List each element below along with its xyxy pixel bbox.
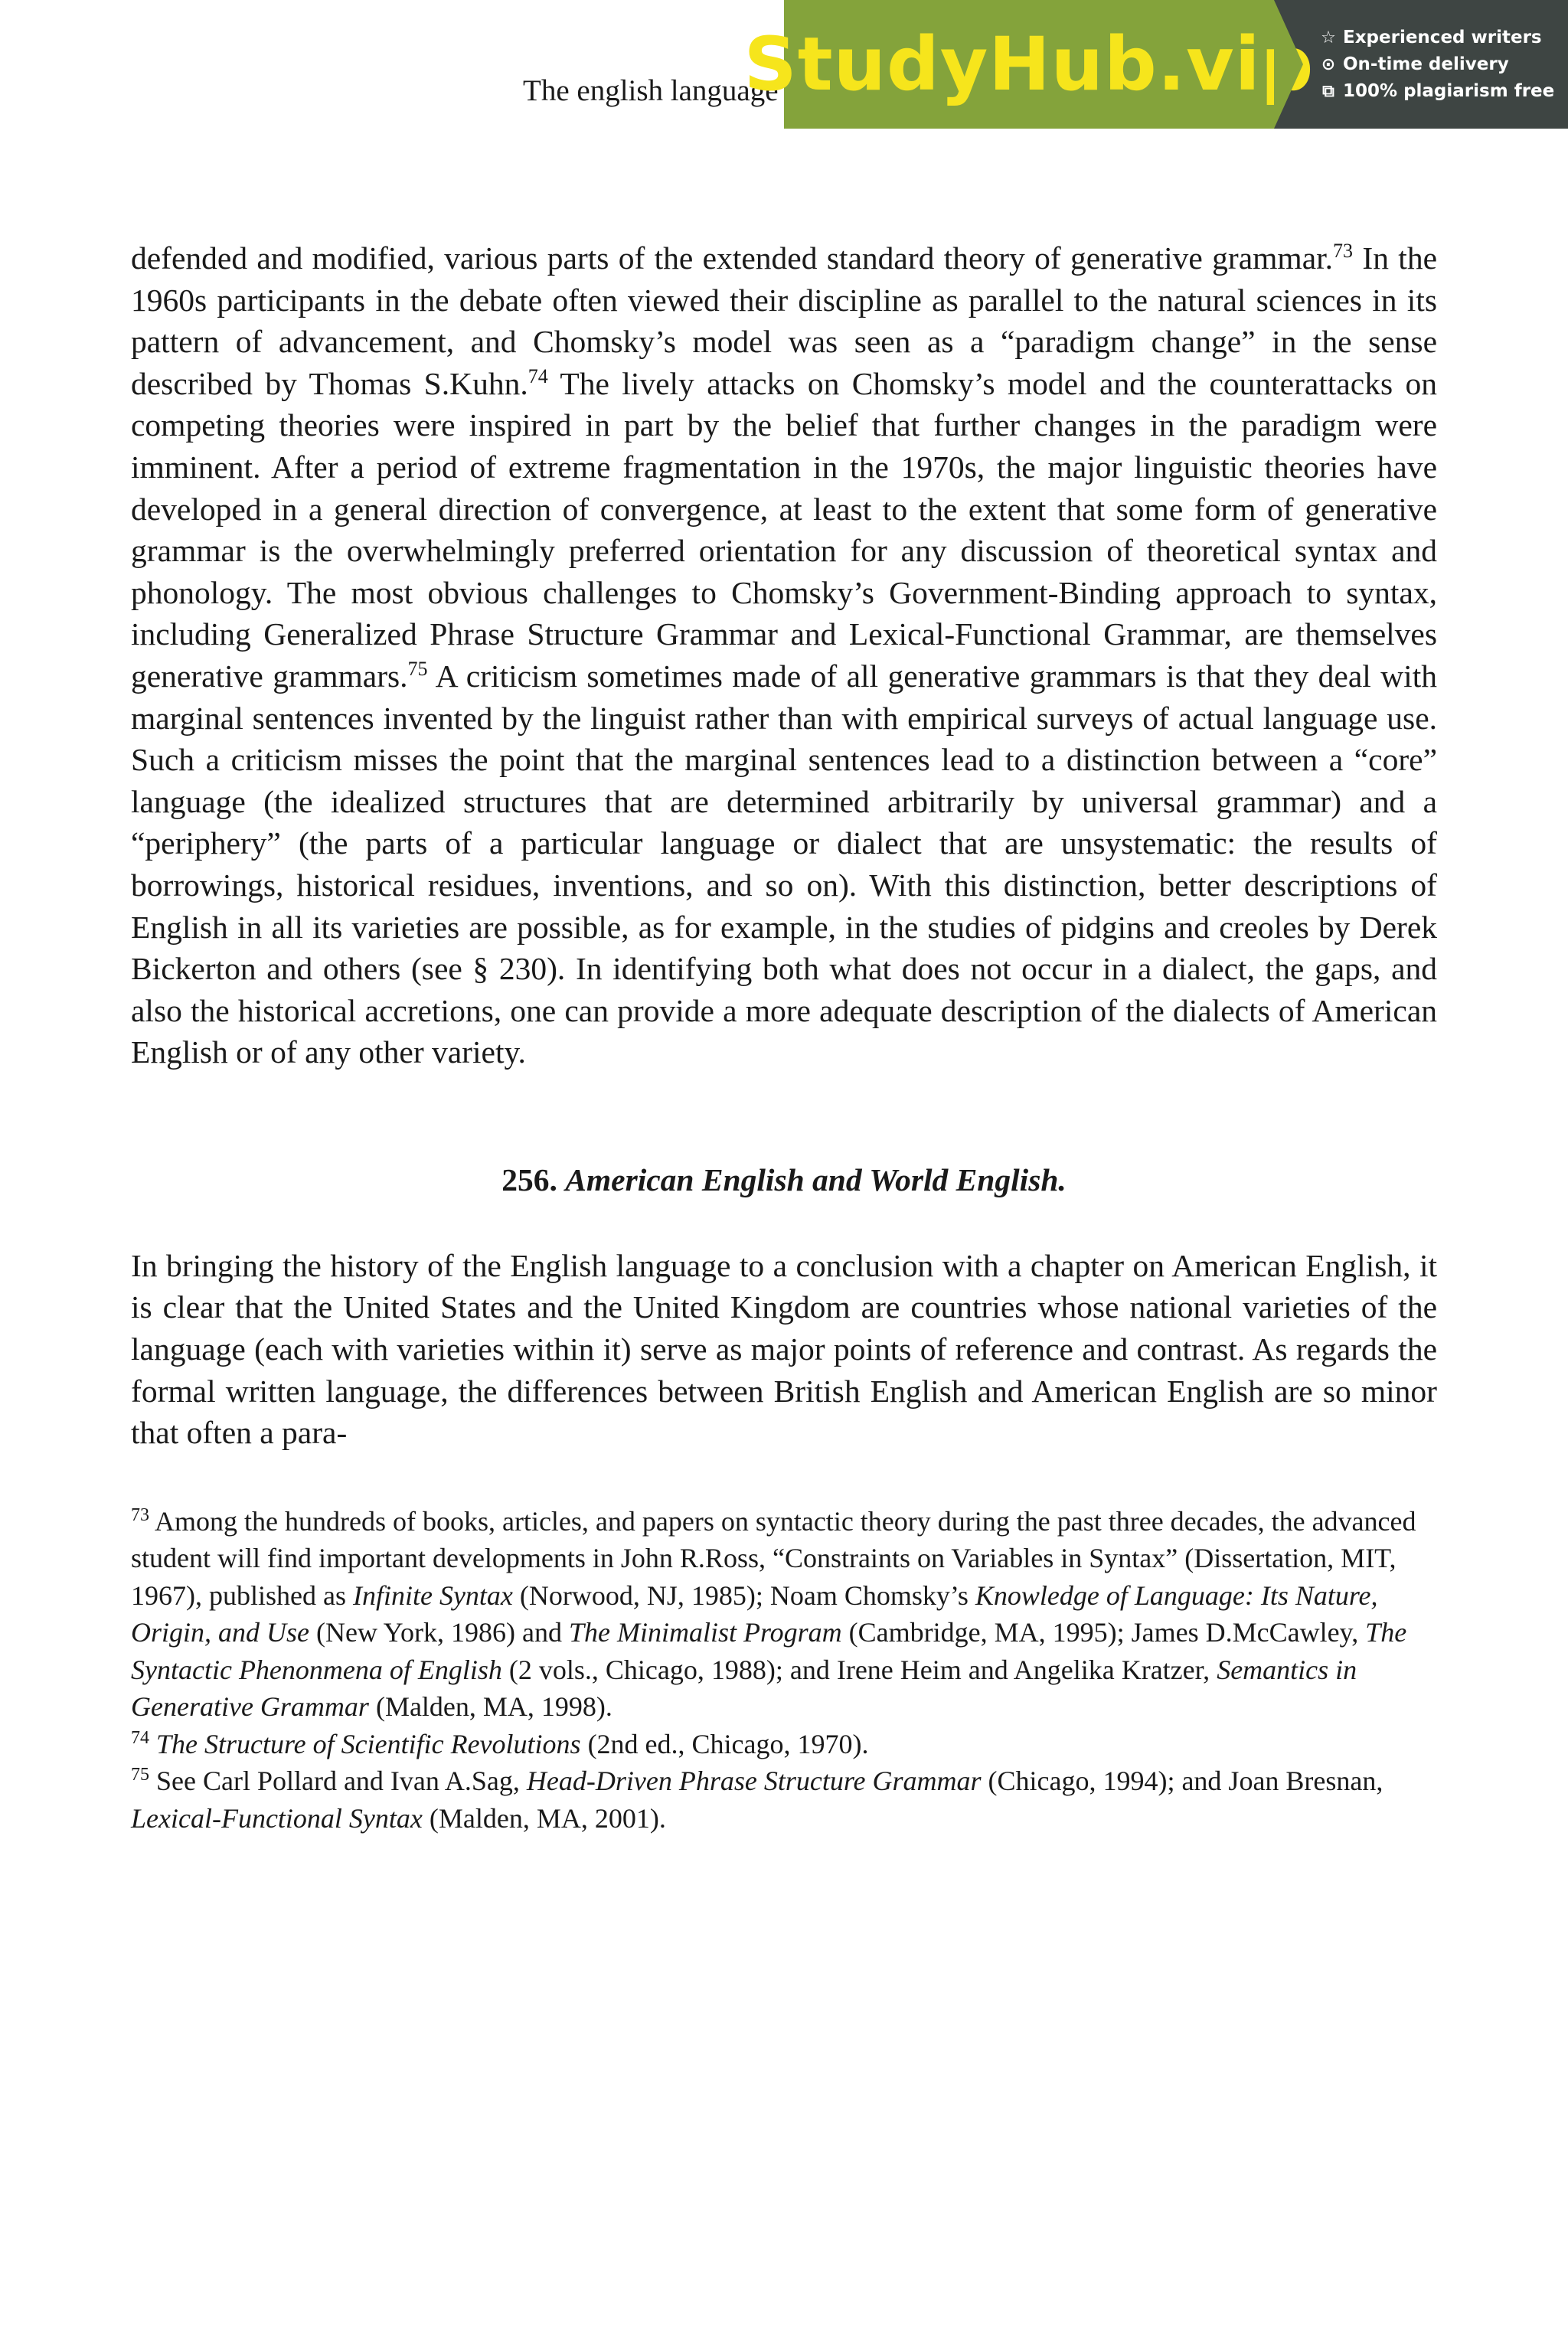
clock-icon: ⊙ [1321,54,1336,74]
footnote-text: Among the hundreds of books, articles, and papers on syntactic theory during the past three decades, the advanced student will find important developments in John R.Ross, “Constraints on Variables in Syntax” (Dissertation, MIT, 1967), published as [131,1505,1416,1611]
footnote-ref-74[interactable]: 74 [528,364,548,387]
paragraph-text: In the 1960s participants in the debate often viewed their discipline as parallel to the natural sciences in its pattern of advancement, and Chomsky’s model was seen as a “paradigm change” in the sense described by Thomas S.Kuhn. [131,240,1437,401]
body-paragraph-1 [131,237,1437,1073]
paragraph-text: The lively attacks on Chomsky’s model and the counterattacks on competing theories were inspired in part by the belief that further changes in the paradigm were imminent. After a period of extreme fragmentation in the 1970s, the major linguistic theories have developed in a general direction of convergence, at least to the extent that some form of generative grammar is the overwhelmingly preferred orientation for any discussion of theoretical syntax and phonology. The most obvious challenges to Chomsky’s Government-Binding approach to syntax, including Generalized Phrase Structure Grammar and Lexical-Functional Grammar, are themselves generative grammars. [131,365,1438,694]
feature-plagiarism-free [1320,81,1568,101]
section-title: American English and World English. [565,1161,1067,1197]
footnote-text: (Norwood, NJ, 1985); Noam Chomsky’s [512,1579,975,1611]
feature-label: Experienced writers [1343,28,1542,47]
feature-label: 100% plagiarism free [1343,81,1555,101]
book-title: The Structure of Scientific Revolutions [156,1728,581,1759]
book-title: Head-Driven Phrase Structure Grammar [526,1766,982,1797]
section-heading [131,1159,1437,1200]
running-header: The english language [523,74,779,107]
section-number: 256. [501,1161,557,1197]
feature-label: On-time delivery [1343,54,1509,74]
page-content [131,237,1437,1837]
footnote-text: (Chicago, 1994); and Joan Bresnan, [981,1766,1383,1797]
footnote-75 [131,1762,1437,1837]
book-title: The Syntactic Phenonmena of English [131,1617,1407,1685]
studyhub-logo-text: StudyHub.vip [743,21,1315,107]
copy-icon: ⧉ [1322,81,1334,101]
footnote-ref-75[interactable]: 75 [407,658,428,681]
banner-features [1274,0,1568,129]
footnote-text: (2 vols., Chicago, 1988); and Irene Heim and Angelika Kratzer, [501,1654,1217,1685]
footnote-text: (Malden, MA, 2001). [422,1802,666,1834]
footnote-ref-73[interactable]: 73 [1333,240,1354,263]
footnote-text: See Carl Pollard and Ivan A.Sag, [149,1766,527,1797]
paragraph-text: A criticism sometimes made of all generative grammars is that they deal with marginal sentences invented by the linguist rather than with empirical surveys of actual language use. Such a criticism misses the point that the marginal sentences lead to a distinction between a “core” language (the idealized structures that are determined arbitrarily by universal grammar) and a “periphery” (the parts of a particular language or dialect that are unsystematic: the results of borrowings, historical residues, inventions, and so on). With this distinction, better descriptions of English in all its varieties are possible, as for example, in the studies of pidgins and creoles by Derek Bickerton and others (see § 230). In identifying both what does not occur in a dialect, the gaps, and also the historical accretions, one can provide a more adequate description of the dialects of American English or of any other variety. [131,658,1437,1070]
footnotes [131,1503,1437,1838]
book-title: The Minimalist Program [568,1617,842,1648]
footnote-text: (Cambridge, MA, 1995); James D.McCawley, [841,1617,1366,1648]
footnote-text: (Malden, MA, 1998). [368,1691,612,1723]
star-icon: ☆ [1321,28,1336,47]
body-paragraph-2: In bringing the history of the English language to a conclusion with a chapter on American English, it is clear that the United States and the United Kingdom are countries whose national varieties of the language (each with varieties within it) serve as major points of reference and contrast. As regards the formal written language, the differences between British English and American English are so minor that often a para- [131,1247,1437,1451]
studyhub-logo[interactable] [743,0,1315,129]
book-title: Semantics in Generative Grammar [131,1654,1357,1723]
footnote-text: (New York, 1986) and [309,1617,569,1648]
footnote-73 [131,1503,1437,1726]
book-title: Infinite Syntax [352,1579,513,1611]
footnote-text: (2nd ed., Chicago, 1970). [580,1728,869,1759]
feature-on-time-delivery [1320,54,1568,74]
book-title: Knowledge of Language: Its Nature, Origin, and Use [131,1579,1378,1648]
footnote-number: 73 [131,1504,149,1525]
studyhub-ad-banner[interactable] [743,0,1568,129]
footnote-number: 74 [131,1727,149,1748]
footnote-74 [131,1726,1437,1763]
footnote-number: 75 [131,1765,149,1785]
book-title: Lexical-Functional Syntax [131,1802,423,1834]
feature-experienced-writers [1320,28,1568,47]
paragraph-text: defended and modified, various parts of the extended standard theory of generative grammar. [131,240,1334,276]
